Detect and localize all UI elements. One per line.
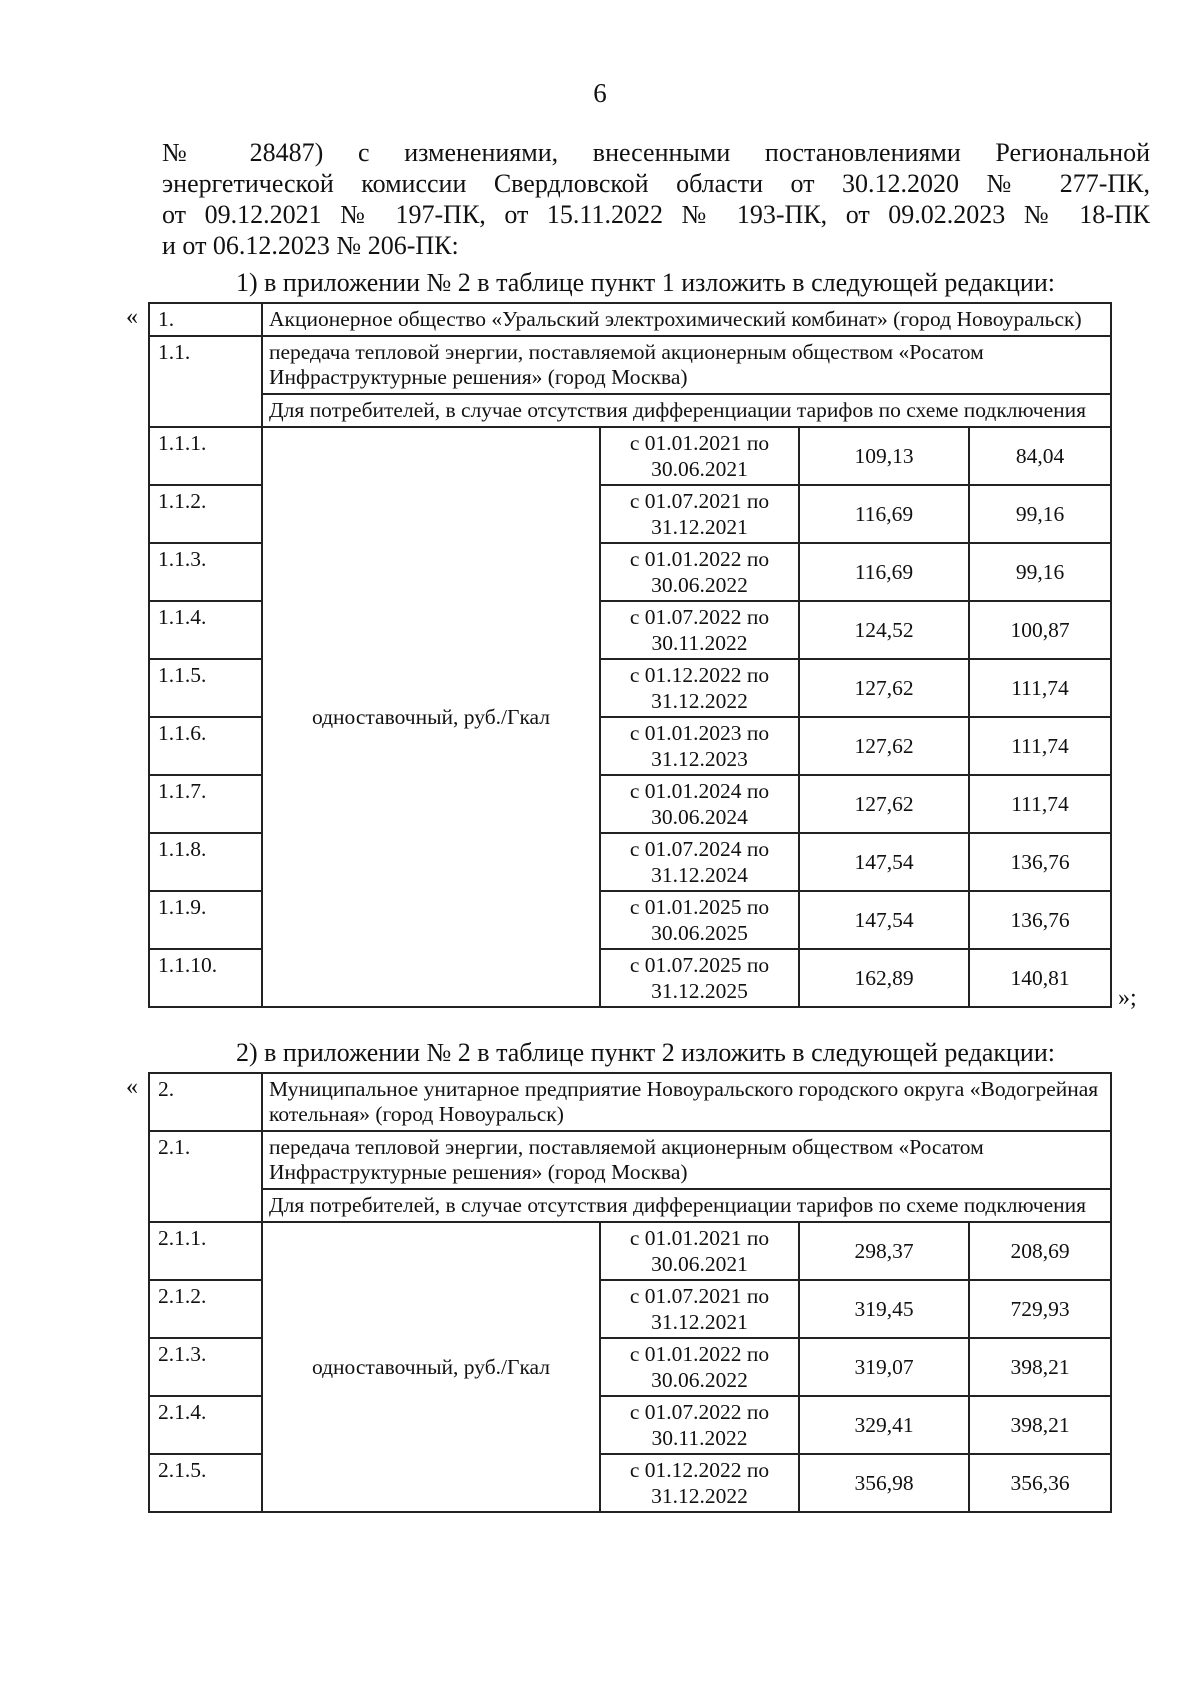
tariff-value-2: 111,74	[969, 717, 1111, 775]
tariff-value-1: 127,62	[799, 717, 969, 775]
tariff-value-2: 398,21	[969, 1396, 1111, 1454]
service-row	[149, 1131, 1111, 1189]
row-number: 2.1.3.	[149, 1338, 262, 1396]
tariff-value-1: 127,62	[799, 775, 969, 833]
tariff-value-2: 208,69	[969, 1222, 1111, 1280]
consumers-row	[149, 1189, 1111, 1222]
consumers-label: Для потребителей, в случае отсутствия дифференциации тарифов по схеме подключения	[262, 394, 1111, 427]
org-number: 1.	[149, 303, 262, 336]
row-number: 1.1.8.	[149, 833, 262, 891]
tariff-table-1	[148, 302, 1112, 1008]
tariff-value-1: 162,89	[799, 949, 969, 1007]
service-name: передача тепловой энергии, поставляемой акционерным обществом «Росатом Инфраструктурные решения» (город Москва)	[262, 336, 1111, 394]
section-2-quote-open: «	[126, 1074, 138, 1100]
tariff-value-2: 136,76	[969, 891, 1111, 949]
tariff-value-2: 99,16	[969, 485, 1111, 543]
tariff-value-1: 319,07	[799, 1338, 969, 1396]
tariff-value-2: 729,93	[969, 1280, 1111, 1338]
org-number: 2.	[149, 1073, 262, 1131]
row-number: 1.1.2.	[149, 485, 262, 543]
tariff-value-1: 329,41	[799, 1396, 969, 1454]
tariff-value-1: 147,54	[799, 891, 969, 949]
intro-line: от 09.12.2021 № 197-ПК, от 15.11.2022 № 193-ПК, от 09.02.2023 № 18-ПК	[162, 200, 1150, 229]
period: с 01.01.2024 по 30.06.2024	[600, 775, 799, 833]
tariff-value-1: 356,98	[799, 1454, 969, 1512]
row-number: 1.1.4.	[149, 601, 262, 659]
tariff-value-1: 124,52	[799, 601, 969, 659]
row-number: 2.1.5.	[149, 1454, 262, 1512]
tariff-value-1: 298,37	[799, 1222, 969, 1280]
row-number: 1.1.10.	[149, 949, 262, 1007]
section-1-quote-open: «	[126, 304, 138, 330]
section-2-heading: 2) в приложении № 2 в таблице пункт 2 изложить в следующей редакции:	[236, 1038, 1055, 1067]
org-row	[149, 1073, 1111, 1131]
tariff-value-2: 356,36	[969, 1454, 1111, 1512]
tariff-value-1: 116,69	[799, 485, 969, 543]
period: с 01.07.2025 по 31.12.2025	[600, 949, 799, 1007]
row-number: 1.1.3.	[149, 543, 262, 601]
tariff-value-2: 111,74	[969, 659, 1111, 717]
period: с 01.07.2021 по 31.12.2021	[600, 485, 799, 543]
period: с 01.07.2022 по 30.11.2022	[600, 1396, 799, 1454]
tariff-value-2: 99,16	[969, 543, 1111, 601]
tariff-value-2: 398,21	[969, 1338, 1111, 1396]
tariff-value-2: 140,81	[969, 949, 1111, 1007]
tariff-value-1: 127,62	[799, 659, 969, 717]
intro-line: и от 06.12.2023 № 206-ПК:	[162, 231, 459, 260]
row-number: 2.1.4.	[149, 1396, 262, 1454]
org-row	[149, 303, 1111, 336]
tariff-value-2: 84,04	[969, 427, 1111, 485]
org-name: Муниципальное унитарное предприятие Новоуральского городского округа «Водогрейная котельная» (город Новоуральск)	[262, 1073, 1111, 1131]
period: с 01.01.2021 по 30.06.2021	[600, 1222, 799, 1280]
period: с 01.01.2022 по 30.06.2022	[600, 543, 799, 601]
table-row	[149, 1222, 1111, 1280]
service-number: 2.1.	[149, 1131, 262, 1222]
period: с 01.12.2022 по 31.12.2022	[600, 659, 799, 717]
period: с 01.07.2022 по 30.11.2022	[600, 601, 799, 659]
consumers-label: Для потребителей, в случае отсутствия дифференциации тарифов по схеме подключения	[262, 1189, 1111, 1222]
service-row	[149, 336, 1111, 394]
intro-line: № 28487) с изменениями, внесенными постановлениями Региональной	[162, 138, 1150, 167]
tariff-value-1: 109,13	[799, 427, 969, 485]
tariff-value-2: 136,76	[969, 833, 1111, 891]
tariff-value-2: 100,87	[969, 601, 1111, 659]
intro-paragraph	[162, 137, 1150, 261]
rate-type: одноставочный, руб./Гкал	[262, 427, 600, 1007]
tariff-value-1: 319,45	[799, 1280, 969, 1338]
period: с 01.07.2024 по 31.12.2024	[600, 833, 799, 891]
period: с 01.01.2021 по 30.06.2021	[600, 427, 799, 485]
service-number: 1.1.	[149, 336, 262, 427]
row-number: 1.1.5.	[149, 659, 262, 717]
tariff-table-2	[148, 1072, 1112, 1513]
period: с 01.01.2022 по 30.06.2022	[600, 1338, 799, 1396]
org-name: Акционерное общество «Уральский электрохимический комбинат» (город Новоуральск)	[262, 303, 1111, 336]
section-1-heading: 1) в приложении № 2 в таблице пункт 1 изложить в следующей редакции:	[236, 268, 1055, 297]
section-1-quote-close: »;	[1118, 985, 1137, 1011]
tariff-value-1: 116,69	[799, 543, 969, 601]
period: с 01.01.2025 по 30.06.2025	[600, 891, 799, 949]
period: с 01.01.2023 по 31.12.2023	[600, 717, 799, 775]
service-name: передача тепловой энергии, поставляемой акционерным обществом «Росатом Инфраструктурные решения» (город Москва)	[262, 1131, 1111, 1189]
tariff-value-2: 111,74	[969, 775, 1111, 833]
consumers-row	[149, 394, 1111, 427]
table-row	[149, 427, 1111, 485]
tariff-value-1: 147,54	[799, 833, 969, 891]
row-number: 1.1.1.	[149, 427, 262, 485]
rate-type: одноставочный, руб./Гкал	[262, 1222, 600, 1512]
row-number: 2.1.1.	[149, 1222, 262, 1280]
period: с 01.07.2021 по 31.12.2021	[600, 1280, 799, 1338]
row-number: 1.1.7.	[149, 775, 262, 833]
intro-line: энергетической комиссии Свердловской области от 30.12.2020 № 277-ПК,	[162, 169, 1150, 198]
row-number: 1.1.9.	[149, 891, 262, 949]
row-number: 1.1.6.	[149, 717, 262, 775]
page-number: 6	[593, 78, 607, 108]
row-number: 2.1.2.	[149, 1280, 262, 1338]
period: с 01.12.2022 по 31.12.2022	[600, 1454, 799, 1512]
